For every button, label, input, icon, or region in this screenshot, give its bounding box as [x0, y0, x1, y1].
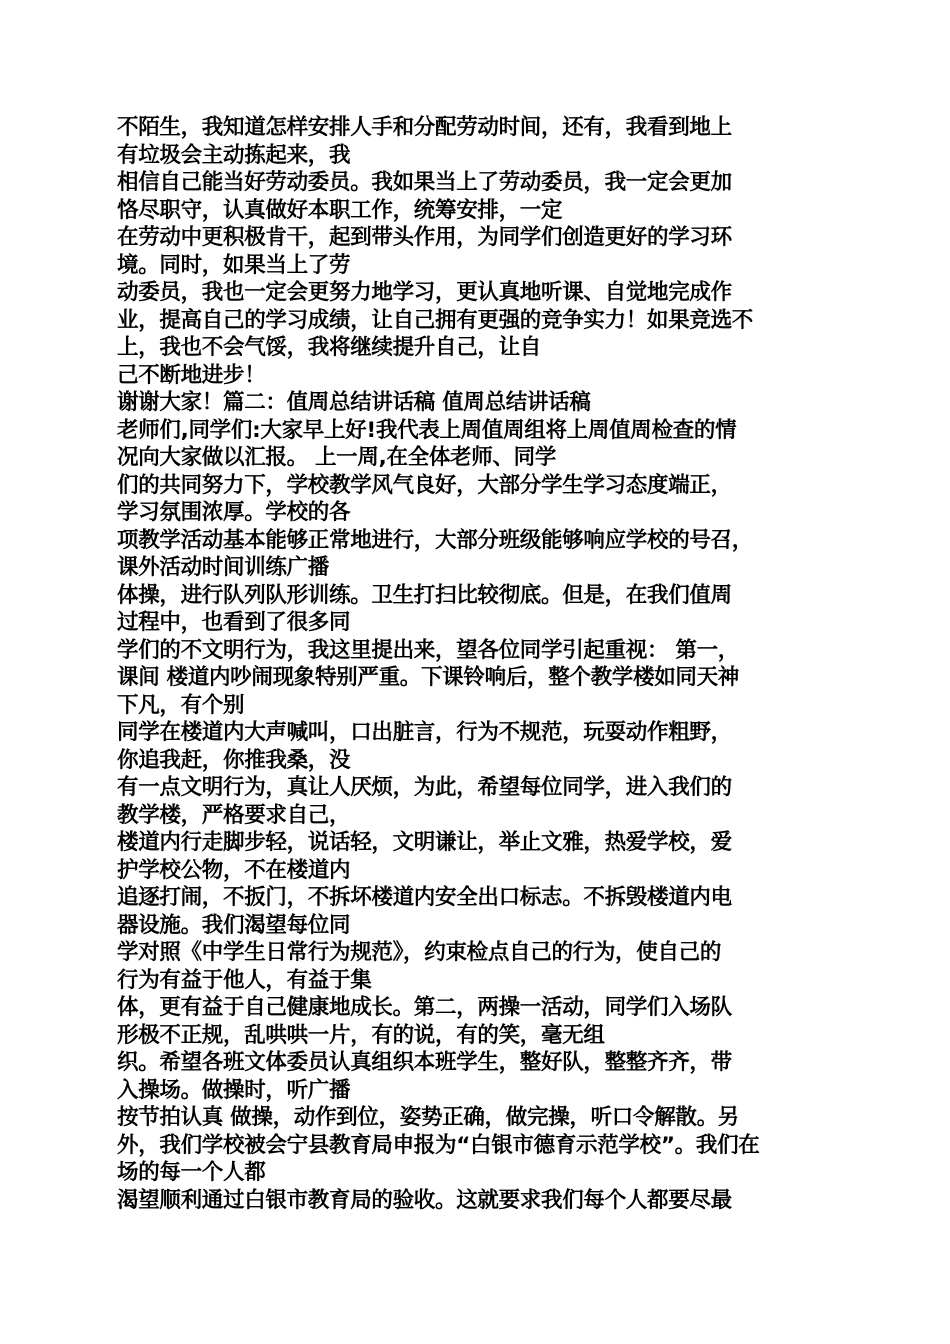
text-line: 按节拍认真 做操，动作到位，姿势正确，做完操，听口令解散。另 — [117, 1105, 739, 1130]
text-line: 相信自己能当好劳动委员。我如果当上了劳动委员，我一定会更加 — [117, 170, 732, 195]
text-line: 外，我们学校被会宁县教育局申报为“白银市德育示范学校”。我们在 — [117, 1132, 760, 1158]
text-line: 动委员，我也一定会更努力地学习，更认真地听课、自觉地完成作 — [117, 280, 732, 305]
document-body — [117, 114, 833, 1214]
text-line: 器设施。我们渴望每位同 — [117, 912, 351, 938]
text-line: 过程中，也看到了很多同 — [117, 610, 351, 635]
text-line: 况向大家做以汇报。 上一周,在全体老师、同学 — [117, 445, 557, 470]
text-line: 课外活动时间训练广播 — [117, 555, 330, 580]
text-line: 体，更有益于自己健康地成长。第二，两操一活动，同学们入场队 — [117, 995, 732, 1020]
text-line: 业，提高自己的学习成绩，让自己拥有更强的竞争实力！如果竞选不 — [117, 307, 754, 333]
text-line: 教学楼，严格要求自己， — [117, 802, 351, 828]
text-line: 行为有益于他人，有益于集 — [117, 967, 372, 993]
text-line: 不陌生，我知道怎样安排人手和分配劳动时间，还有，我看到地上 — [117, 115, 732, 140]
text-line: 课间 楼道内吵闹现象特别严重。下课铃响后，整个教学楼如同天神 — [117, 665, 739, 690]
text-line: 织。希望各班文体委员认真组织本班学生，整好队，整整齐齐，带 — [117, 1050, 732, 1075]
text-line: 有垃圾会主动拣起来，我 — [117, 142, 351, 168]
text-line: 场的每一个人都 — [117, 1160, 266, 1185]
text-line: 渴望顺利通过白银市教育局的验收。这就要求我们每个人都要尽最 — [117, 1187, 732, 1213]
text-line: 己不断地进步！ — [117, 362, 266, 388]
text-line: 楼道内行走脚步轻，说话轻，文明谦让，举止文雅，热爱学校，爱 — [117, 830, 732, 855]
text-line: 项教学活动基本能够正常地进行，大部分班级能够响应学校的号召， — [117, 527, 754, 553]
text-line: 谢谢大家！篇二：值周总结讲话稿 值周总结讲话稿 — [117, 390, 591, 415]
text-line: 境。同时，如果当上了劳 — [117, 252, 351, 278]
text-line: 护学校公物，不在楼道内 — [117, 857, 351, 883]
text-line: 在劳动中更积极肯干，起到带头作用，为同学们创造更好的学习环 — [117, 225, 732, 250]
text-line: 同学在楼道内大声喊叫，口出脏言，行为不规范，玩耍动作粗野， — [117, 720, 732, 745]
text-line: 学习氛围浓厚。学校的各 — [117, 500, 351, 525]
text-line: 恪尽职守，认真做好本职工作，统筹安排，一定 — [117, 197, 563, 223]
text-line: 入操场。做操时，听广播 — [117, 1077, 351, 1103]
text-line: 们的共同努力下，学校教学风气良好，大部分学生学习态度端正， — [117, 472, 732, 498]
text-line: 形极不正规，乱哄哄一片，有的说，有的笑，毫无组 — [117, 1022, 605, 1048]
text-line: 学对照《中学生日常行为规范》，约束检点自己的行为，使自己的 — [117, 940, 722, 965]
text-line: 追逐打闹，不扳门，不拆坏楼道内安全出口标志。不拆毁楼道内电 — [117, 885, 732, 910]
text-line: 学们的不文明行为，我这里提出来，望各位同学引起重视： 第一， — [117, 637, 739, 663]
text-line: 体操，进行队列队形训练。卫生打扫比较彻底。但是，在我们值周 — [117, 582, 732, 608]
text-line: 你追我赶，你推我桑，没 — [117, 747, 351, 773]
text-line: 有一点文明行为，真让人厌烦，为此，希望每位同学，进入我们的 — [117, 775, 732, 800]
text-line: 老师们,同学们:大家早上好!我代表上周值周组将上周值周检查的情 — [117, 417, 737, 443]
text-line: 上，我也不会气馁，我将继续提升自己，让自 — [117, 335, 542, 360]
text-line: 下凡，有个别 — [117, 692, 245, 718]
